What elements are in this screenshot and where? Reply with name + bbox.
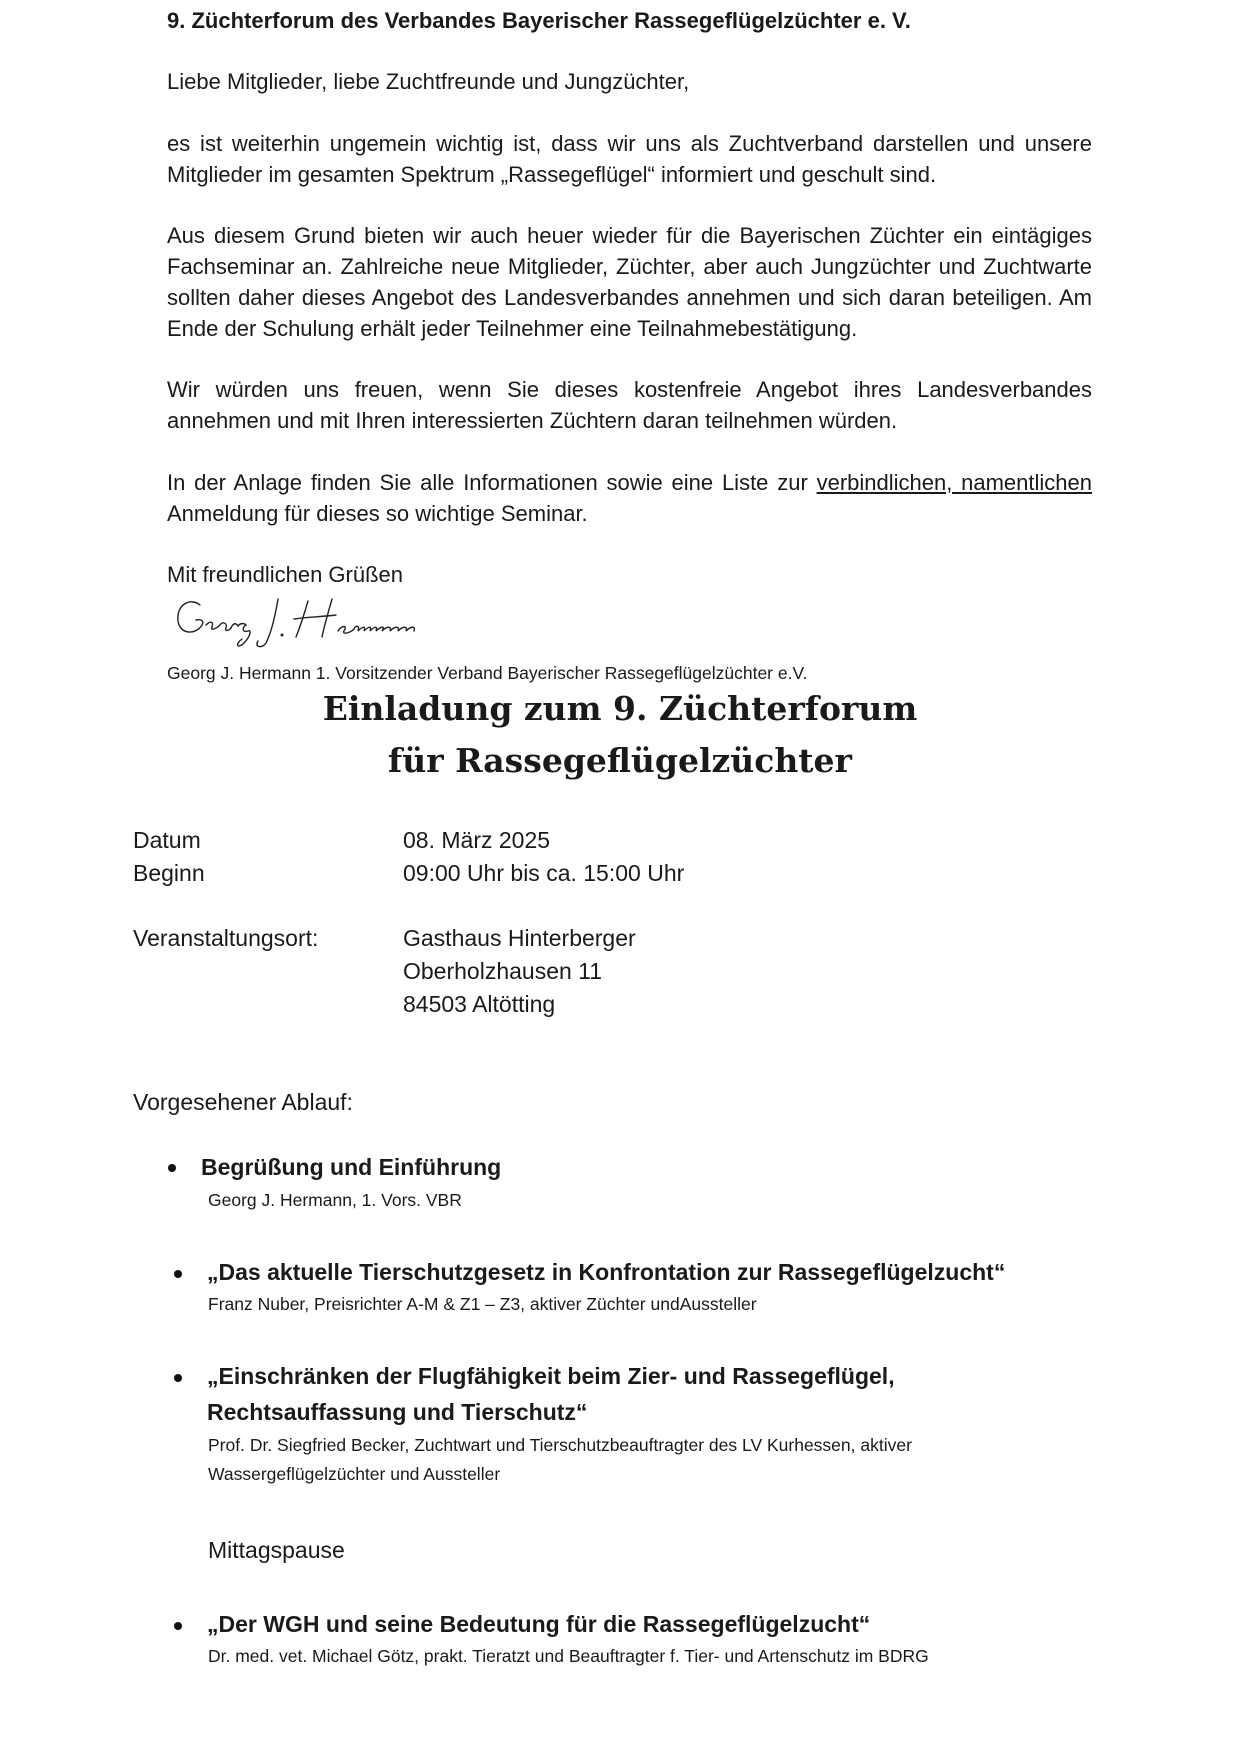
venue-label: Veranstaltungsort: <box>133 925 319 951</box>
date-label: Datum <box>133 827 201 853</box>
paragraph-4-underlined: verbindlichen, namentlichen <box>816 470 1092 495</box>
start-label: Beginn <box>133 860 205 886</box>
paragraph-3: Wir würden uns freuen, wenn Sie dieses kostenfreie Angebot ihres Landesverbandes annehmen und mit Ihren interessierten Züchtern daran teilnehmen würden. <box>167 377 1092 433</box>
schedule-item-title: „Der WGH und seine Bedeutung für die Rassegeflügelzucht“ <box>207 1611 871 1637</box>
schedule-item-speaker: Prof. Dr. Siegfried Becker, Zuchtwart und Tierschutzbeauftragter des LV Kurhessen, aktiver Wassergeflügelzüchter und Aussteller <box>208 1435 912 1484</box>
paragraph-4 <box>167 467 1092 529</box>
paragraph-1: es ist weiterhin ungemein wichtig ist, dass wir uns als Zuchtverband darstellen und unsere Mitglieder im gesamten Spektrum „Rassegeflügel“ informiert und geschult sind. <box>167 131 1092 187</box>
start-value: 09:00 Uhr bis ca. 15:00 Uhr <box>403 860 685 886</box>
schedule-item-title: „Einschränken der Flugfähigkeit beim Zier- und Rassegeflügel, Rechtsauffassung und Tierschutz“ <box>207 1363 895 1425</box>
schedule-heading: Vorgesehener Ablauf: <box>133 1089 353 1115</box>
signature-image <box>172 591 472 651</box>
schedule-item-speaker: Dr. med. vet. Michael Götz, prakt. Tieratzt und Beauftragter f. Tier- und Artenschutz im BDRG <box>208 1646 929 1666</box>
bullet-icon <box>168 1164 176 1172</box>
invitation-title-line2: für Rassegeflügelzüchter <box>388 741 852 780</box>
lunch-break: Mittagspause <box>208 1537 345 1563</box>
paragraph-4-start: In der Anlage finden Sie alle Informationen sowie eine Liste zur <box>167 470 808 495</box>
schedule-item-title: Begrüßung und Einführung <box>201 1154 502 1180</box>
schedule-item-speaker: Franz Nuber, Preisrichter A-M & Z1 – Z3, aktiver Züchter undAussteller <box>208 1294 757 1314</box>
closing: Mit freundlichen Grüßen <box>167 562 403 587</box>
sender-line: Georg J. Hermann 1. Vorsitzender Verband Bayerischer Rassegeflügelzüchter e.V. <box>167 663 808 683</box>
letter-heading: 9. Züchterforum des Verbandes Bayerischer Rassegeflügelzüchter e. V. <box>167 8 911 33</box>
paragraph-2: Aus diesem Grund bieten wir auch heuer wieder für die Bayerischen Züchter ein eintägiges Fachseminar an. Zahlreiche neue Mitglieder, Züchter, aber auch Jungzüchter und Zuchtwarte sollten daher dieses Angebot des Landesverbandes annehmen und sich daran beteiligen. Am Ende der Schulung erhält jeder Teilnehmer eine Teilnahmebestätigung. <box>167 223 1092 341</box>
paragraph-4-end: Anmeldung für dieses so wichtige Seminar. <box>167 501 588 526</box>
date-value: 08. März 2025 <box>403 827 551 853</box>
bullet-icon <box>174 1374 182 1382</box>
venue-line: Oberholzhausen 11 <box>403 958 603 984</box>
schedule-item-speaker: Georg J. Hermann, 1. Vors. VBR <box>208 1190 462 1210</box>
venue-line: 84503 Altötting <box>403 991 556 1017</box>
bullet-icon <box>174 1270 182 1278</box>
invitation-title-line1: Einladung zum 9. Züchterforum <box>322 689 918 728</box>
salutation: Liebe Mitglieder, liebe Zuchtfreunde und Jungzüchter, <box>167 69 690 94</box>
venue-line: Gasthaus Hinterberger <box>403 925 636 951</box>
bullet-icon <box>174 1622 182 1630</box>
schedule-item-title: „Das aktuelle Tierschutzgesetz in Konfrontation zur Rassegeflügelzucht“ <box>207 1259 1006 1285</box>
